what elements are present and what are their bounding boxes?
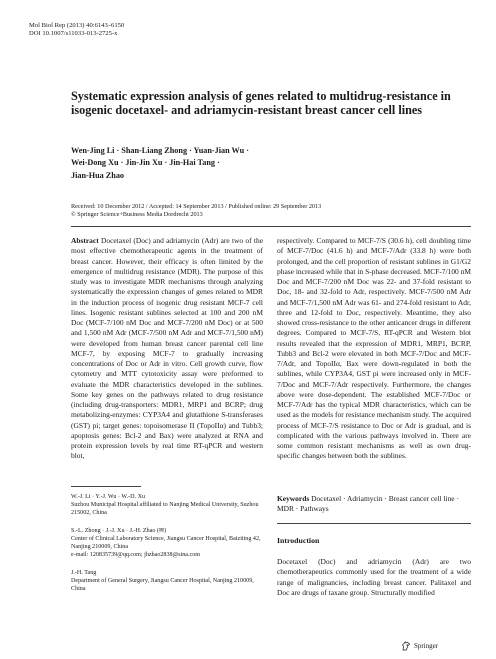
affiliation-names: S.-L. Zhong · J.-J. Xu · J.-H. Zhao (✉) [71,528,167,534]
history-dates: Received: 10 December 2012 / Accepted: 14 September 2013 / Published online: 29 September 2013 [71,203,322,210]
affiliation-names: J.-H. Tang [71,570,97,576]
affiliation [71,493,263,517]
article-title: Systematic expression analysis of genes related to multidrug-resistance in isogenic docetaxel- and adriamycin-resistant breast cancer cell lines [71,89,451,117]
affiliation [71,527,263,559]
publisher-logo [401,641,438,651]
publication-dates [71,203,471,219]
header-divider [71,226,471,227]
publisher-name: Springer [414,642,439,650]
author-line: Wen-Jing Li · Shan-Liang Zhong · Yuan-Jian Wu · [71,146,249,155]
springer-horse-icon [401,641,411,651]
affiliation-address: Department of General Surgery, Jiangsu Cancer Hospital, Nanjing 210009, China [71,578,254,592]
keywords-label: Keywords [277,494,310,503]
journal-doi: DOI 10.1007/s11033-013-2725-x [29,30,118,38]
affiliation-names: W.-J. Li · Y.-J. Wu · W.-D. Xu [71,494,146,500]
abstract-text-left: Docetaxel (Doc) and adriamycin (Adr) are two of the most effective chemotherapeutic agents in the treatment of breast cancer. However, their efficacy is often limited by the emergence of multidrug resistance (MDR). The purpose of this study was to investigate MDR mechanisms through analyzing systematically the expression changes of genes related to MDR in the induction process of isogenic drug resistant MCF-7 cell lines. Isogenic resistant sublines selected at 100 and 200 nM Doc (MCF-7/100 nM Doc and MCF-7/200 nM Doc) or at 500 and 1,500 nM Adr (MCF-7/500 nM Adr and MCF-7/1,500 nM) were developed from human breast cancer parental cell line MCF-7, by exposing MCF-7 to gradually increasing concentrations of Doc or Adr in vitro. Cell growth curve, flow cytometry and MTT cytotoxicity assay were preformed to evaluate the MDR characteristics developed in the sublines. Some key genes on the pathways related to drug resistance (including drug-transporters: MDR1, MRP1 and BCRP; drug metabolizing-enzymes: CYP3A4 and glutathione S-transferases (GST) pi; target genes: topoisomerase II (TopoIIα) and Tubb3; apoptosis genes: Bcl-2 and Bax) were analyzed at RNA and protein expression levels by real time RT-qPCR and western blot, [71,236,263,461]
keywords [277,494,471,515]
abstract-text-right: respectively. Compared to MCF-7/S (30.6 h), cell doubling time of MCF-7/Doc (41.6 h) and MCF-7/Adr (33.8 h) were both prolonged, and the cell proportion of resistant sublines in G1/G2 phase increased while that in S-phase decreased. MCF-7/100 nM Doc and MCF-7/200 nM Doc was 22- and 37-fold resistant to Doc, 18- and 32-fold to Adr, respectively. MCF-7/500 nM Adr and MCF-7/1,500 nM Adr was 61- and 274-fold resistant to Adr, three and 12-fold to Doc, respectively. Meantime, they also showed cross-resistance to the other anticancer drugs in different degrees. Compared to MCF-7/S, RT-qPCR and Western blot results revealed that the expression of MDR1, MRP1, BCRP, Tubb3 and Bcl-2 were elevated in both MCF-7/Doc and MCF-7/Adr, and TopoIIα, Bax were down-regulated in both the sublines, while CYP3A4, GST pi were increased only in MCF-7/Doc and MCF-7/Adr respectively. Furthermore, the changes above were dose-dependent. The established MCF-7/Doc or MCF-7/Adr has the typical MDR characteristics, which can be used as the models for resistance mechanism study. The acquired process of MCF-7/S resistance to Doc or Adr is gradual, and is complicated with the various pathways involved in. There are some common resistant mechanisms as well as own drug-specific changes between both the sublines. [277,236,471,461]
author-line: Wei-Dong Xu · Jin-Jin Xu · Jin-Hai Tang · [71,158,220,168]
keywords-text: Docetaxel · Adriamycin · Breast cancer cell line · MDR · Pathways [277,494,459,514]
abstract-right-column [277,236,471,462]
footnote-divider [71,486,141,487]
affiliation [71,569,263,593]
affiliation-address: Center of Clinical Laboratory Science, Jiangsu Cancer Hospital, Baiziting 42, Nanjing 210009, China [71,536,261,550]
section-heading-introduction: Introduction [277,536,320,545]
author-list [71,145,331,182]
author-line: Jian-Hua Zhao [71,170,125,180]
affiliation-address: Suzhou Municipal Hospital affiliated to Nanjing Medical University, Suzhou 215002, China [71,502,259,516]
journal-ref: Mol Biol Rep (2013) 40:6143–6150 [29,22,125,29]
introduction-text: Docetaxel (Doc) and adriamycin (Adr) are two chemotherapeutics commonly used for the treatment of a wide range of malignancies, including breast cancer. Palitaxel and Doc are drugs of taxane group. Structurally modified [277,557,471,597]
keywords-divider [277,523,471,524]
journal-citation [29,22,124,39]
abstract-label: Abstract [71,236,99,245]
affiliation-email[interactable]: e-mail: 120835739@qq.com; jhzhao2838@sina.com [71,552,201,558]
abstract-left-column [71,236,263,462]
copyright-line: © Springer Science+Business Media Dordrecht 2013 [71,211,203,219]
